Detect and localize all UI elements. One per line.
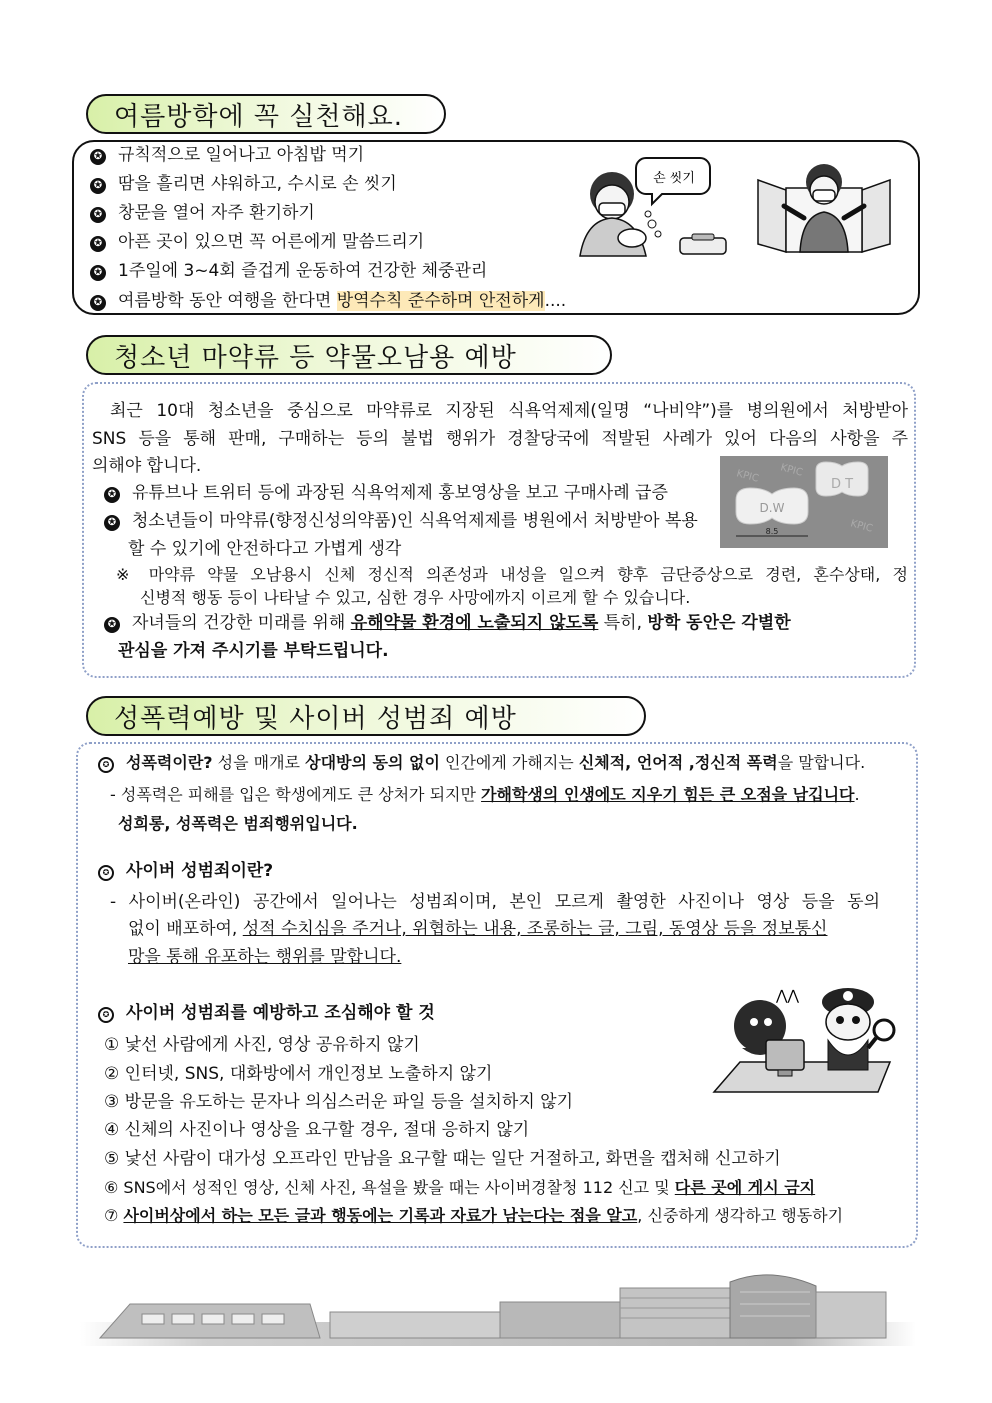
description-line: 성희롱, 성폭력은 범죄행위입니다. (118, 814, 358, 833)
list-item: ✪ 창문을 열어 자주 환기하기 (90, 202, 315, 224)
underlined-text: 성적 수치심을 주거나, 위협하는 내용, 조롱하는 글, 그림, 동영상 등을 정보통신 (242, 919, 828, 939)
note-line: ※ 마약류 약물 오남용시 신체 정신적 의존성과 내성을 일으켜 향후 금단증상으로 경련, 혼수상태, 정 (116, 565, 908, 584)
underlined-text: 다른 곳에 게시 금지 (674, 1178, 816, 1197)
subheading: ✪ 사이버 성범죄이란? (98, 860, 273, 882)
underlined-text: 사이버상에서 하는 모든 글과 행동에는 기록과 자료가 남는다는 점을 알고 (123, 1206, 638, 1225)
star-bullet-icon: ✪ (98, 865, 114, 881)
numbered-item: ⑦ 사이버상에서 하는 모든 글과 행동에는 기록과 자료가 남는다는 점을 알고, 신중하게 생각하고 행동하기 (104, 1206, 844, 1225)
definition-line: ✪ 성폭력이란? 성을 매개로 상대방의 동의 없이 인간에게 가해지는 신체적, 언어적 ,정신적 폭력을 말합니다. (98, 752, 865, 774)
paragraph-line: 의해야 합니다. (92, 456, 202, 476)
svg-text:KPIC: KPIC (735, 468, 760, 485)
star-bullet-icon: ✪ (90, 236, 106, 252)
star-bullet-icon: ✪ (90, 295, 106, 311)
list-item-continuation: 관심을 가져 주시기를 부탁드립니다. (118, 641, 389, 661)
svg-text:⋀⋀: ⋀⋀ (776, 988, 799, 1004)
numbered-item: ⑥ SNS에서 성적인 영상, 신체 사진, 욕설을 봤을 때는 사이버경찰청 112 신고 및 다른 곳에 게시 금지 (104, 1178, 816, 1197)
svg-text:D.W: D.W (759, 501, 785, 515)
list-item: ✪ 1주일에 3~4회 즐겁게 운동하여 건강한 체중관리 (90, 260, 487, 282)
list-item: ✪ 청소년들이 마약류(향정신성의약품)인 식욕억제제를 병원에서 처방받아 복용 (104, 510, 698, 532)
underlined-text: 가해학생의 인생에도 지우기 힘든 큰 오점을 남깁니다 (481, 785, 855, 804)
underlined-text: 유해약물 환경에 노출되지 않도록 (350, 613, 599, 633)
star-bullet-icon: ✪ (90, 149, 106, 165)
section1-title (86, 94, 446, 134)
pill-photo (720, 456, 888, 548)
list-item: ✪ 여름방학 동안 여행을 한다면 방역수칙 준수하며 안전하게.... (90, 290, 566, 312)
star-bullet-icon: ✪ (90, 178, 106, 194)
list-item: ✪ 자녀들의 건강한 미래를 위해 유해약물 환경에 노출되지 않도록 특히, 방학 동안은 각별한 (104, 612, 791, 634)
section1-title-text: 여름방학에 꼭 실천해요. (114, 101, 403, 132)
svg-text:KPIC: KPIC (779, 462, 804, 479)
star-bullet-icon: ✪ (90, 207, 106, 223)
star-bullet-icon: ✪ (104, 617, 120, 633)
numbered-item: ⑤ 낯선 사람이 대가성 오프라인 만남을 요구할 때는 일단 거절하고, 화면을 캡처해 신고하기 (104, 1149, 781, 1169)
list-item-continuation: 할 수 있기에 안전하다고 가볍게 생각 (128, 539, 402, 559)
numbered-item: ② 인터넷, SNS, 대화방에서 개인정보 노출하지 않기 (104, 1064, 493, 1084)
star-bullet-icon: ✪ (98, 1007, 114, 1023)
subheading: ✪ 사이버 성범죄를 예방하고 조심해야 할 것 (98, 1002, 435, 1024)
paragraph-line: SNS 등을 통해 판매, 구매하는 등의 불법 행위가 경찰당국에 적발된 사례가 있어 다음의 사항을 주 (92, 429, 908, 449)
svg-text:KPIC: KPIC (849, 518, 874, 535)
description-line (128, 946, 401, 968)
numbered-item: ① 낯선 사람에게 사진, 영상 공유하지 않기 (104, 1035, 420, 1055)
paragraph-line: 최근 10대 청소년을 중심으로 마약류로 지장된 식욕억제제(일명 “나비약”)를 병의원에서 처방받아 (110, 401, 908, 421)
star-bullet-icon: ✪ (104, 487, 120, 503)
section3-title (86, 696, 646, 736)
list-item: ✪ 유튜브나 트위터 등에 과장된 식욕억제제 홍보영상을 보고 구매사례 급증 (104, 482, 668, 504)
numbered-item: ③ 방문을 유도하는 문자나 의심스러운 파일 등을 설치하지 않기 (104, 1092, 574, 1112)
ventilation-illustration (754, 158, 894, 254)
underlined-text: 망을 통해 유포하는 행위를 말합니다. (128, 947, 402, 967)
star-bullet-icon: ✪ (98, 757, 114, 773)
description-line: - 성폭력은 피해를 입은 학생에게도 큰 상처가 되지만 가해학생의 인생에도 지우기 힘든 큰 오점을 남깁니다. (110, 785, 860, 804)
section2-title (86, 335, 612, 375)
speech-bubble-text: 손 씻기 (653, 171, 695, 186)
note-line: 신병적 행동 등이 나타날 수 있고, 심한 경우 사망에까지 이르게 할 수 있습니다. (140, 588, 691, 607)
school-building-illustration (80, 1262, 916, 1346)
highlighted-text: 방역수칙 준수하며 안전하게 (336, 291, 545, 311)
section3-title-text: 성폭력예방 및 사이버 성범죄 예방 (114, 703, 517, 734)
star-bullet-icon: ✪ (90, 265, 106, 281)
star-bullet-icon: ✪ (104, 515, 120, 531)
svg-text:D T: D T (830, 477, 854, 492)
description-line: 없이 배포하여, 성적 수치심을 주거나, 위협하는 내용, 조롱하는 글, 그림, 동영상 등을 정보통신 (128, 919, 828, 939)
police-mascot-illustration (712, 976, 902, 1096)
numbered-item: ④ 신체의 사진이나 영상을 요구할 경우, 절대 응하지 않기 (104, 1120, 530, 1140)
description-line: - 사이버(온라인) 공간에서 일어나는 성범죄이며, 본인 모르게 촬영한 사진이나 영상 등을 동의 (110, 892, 880, 912)
section2-title-text: 청소년 마약류 등 약물오남용 예방 (114, 342, 517, 373)
list-item: ✪ 아픈 곳이 있으면 꼭 어른에게 말씀드리기 (90, 231, 424, 253)
list-item: ✪ 땀을 흘리면 샤워하고, 수시로 손 씻기 (90, 173, 397, 195)
handwashing-illustration (574, 150, 734, 258)
list-item: ✪ 규칙적으로 일어나고 아침밥 먹기 (90, 144, 364, 166)
svg-text:8.5: 8.5 (765, 527, 779, 536)
